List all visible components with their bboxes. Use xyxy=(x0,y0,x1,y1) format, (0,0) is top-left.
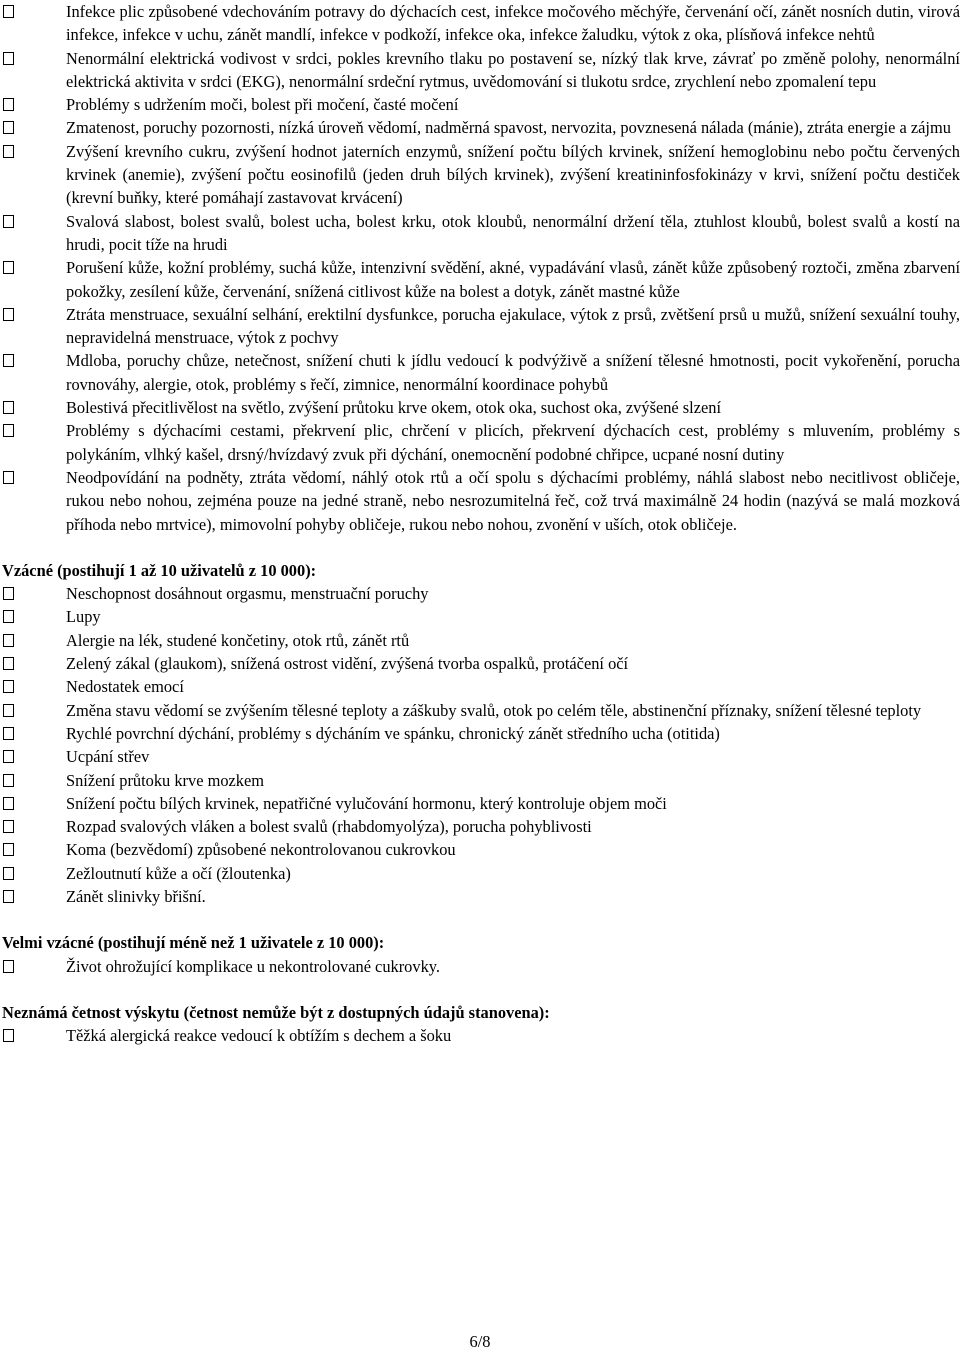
list-item xyxy=(0,582,960,605)
list-item-text: Ztráta menstruace, sexuální selhání, erektilní dysfunkce, porucha ejakulace, výtok z prsů, zvětšení prsů u mužů, snížení sexuální touhy, nepravidelná menstruace, výtok z pochvy xyxy=(66,304,960,348)
list-item-text: Mdloba, poruchy chůze, netečnost, snížení chuti k jídlu vedoucí k podvýživě a snížení tělesné hmotnosti, pocit vykořenění, porucha rovnováhy, alergie, otok, problémy s řečí, zimnice, nenormální koordinace pohybů xyxy=(66,351,960,394)
list-item xyxy=(0,745,960,768)
section xyxy=(0,1001,960,1048)
list-item-text: Bolestivá přecitlivělost na světlo, zvýšení průtoku krve okem, otok oka, suchost oka, zvýšené slzení xyxy=(66,398,722,418)
list-item xyxy=(0,838,960,861)
bullet-box-icon xyxy=(3,890,14,903)
list-item-text: Změna stavu vědomí se zvýšením tělesné teploty a záškuby svalů, otok po celém těle, abstinenční příznaky, snížení tělesné teploty xyxy=(66,700,922,720)
list-item xyxy=(0,116,960,139)
list-item xyxy=(0,629,960,652)
list-item xyxy=(0,792,960,815)
page-number: 6/8 xyxy=(469,1332,491,1351)
bullet-box-icon xyxy=(3,354,14,367)
section-heading: Vzácné (postihují 1 až 10 uživatelů z 10 000): xyxy=(2,560,317,580)
list-item-text: Porušení kůže, kožní problémy, suchá kůže, intenzivní svědění, akné, vypadávání vlasů, zánět kůže způsobený roztoči, změna zbarvení pokožky, zesílení kůže, červenání, snížená citlivost kůže na bolest a dotyk, zánět mastné kůže xyxy=(66,258,960,301)
list-item-text: Svalová slabost, bolest svalů, bolest ucha, bolest krku, otok kloubů, nenormální držení těla, ztuhlost kloubů, bolest svalů a kostí na hrudi, pocit tíže na hrudi xyxy=(66,211,960,254)
list-item xyxy=(0,93,960,116)
bullet-box-icon xyxy=(3,657,14,670)
list-item-text: Zmatenost, poruchy pozornosti, nízká úroveň vědomí, nadměrná spavost, nervozita, povznesená nálada (mánie), ztráta energie a zájmu xyxy=(66,118,951,138)
bullet-box-icon xyxy=(3,727,14,740)
bullet-box-icon xyxy=(3,308,14,321)
bullet-box-icon xyxy=(3,704,14,717)
bullet-box-icon xyxy=(3,401,14,414)
bullet-box-icon xyxy=(3,587,14,600)
list-item xyxy=(0,349,960,396)
list-item-text: Rozpad svalových vláken a bolest svalů (rhabdomyolýza), porucha pohyblivosti xyxy=(66,817,592,837)
list-item xyxy=(0,303,960,350)
bullet-box-icon xyxy=(3,634,14,647)
list-item-text: Zežloutnutí kůže a očí (žloutenka) xyxy=(66,863,291,883)
bullet-box-icon xyxy=(3,797,14,810)
side-effect-list xyxy=(0,0,960,536)
list-item xyxy=(0,885,960,908)
list-item-text: Těžká alergická reakce vedoucí k obtížím s dechem a šoku xyxy=(66,1026,452,1046)
bullet-box-icon xyxy=(3,774,14,787)
bullet-box-icon xyxy=(3,261,14,274)
list-item xyxy=(0,47,960,94)
list-item xyxy=(0,862,960,885)
list-item-text: Ucpání střev xyxy=(66,747,150,767)
bullet-box-icon xyxy=(3,52,14,65)
list-item xyxy=(0,140,960,210)
list-item-text: Snížení průtoku krve mozkem xyxy=(66,770,265,790)
list-item xyxy=(0,955,960,978)
list-item xyxy=(0,769,960,792)
list-item-text: Zelený zákal (glaukom), snížená ostrost vidění, zvýšená tvorba ospalků, protáčení očí xyxy=(66,654,629,674)
bullet-box-icon xyxy=(3,750,14,763)
list-item-text: Infekce plic způsobené vdechováním potravy do dýchacích cest, infekce močového měchýře, červenání očí, zánět nosních dutin, virová infekce, infekce v uchu, zánět mandlí, infekce v podkoží, infekce oka, infekce žaludku, výtok z oka, plísňová infekce nehtů xyxy=(66,2,960,45)
list-item-text: Život ohrožující komplikace u nekontrolované cukrovky. xyxy=(66,956,440,976)
bullet-box-icon xyxy=(3,424,14,437)
list-item-text: Nedostatek emocí xyxy=(66,677,184,697)
bullet-box-icon xyxy=(3,960,14,973)
list-item xyxy=(0,675,960,698)
list-item xyxy=(0,605,960,628)
list-item-text: Zvýšení krevního cukru, zvýšení hodnot jaterních enzymů, snížení počtu bílých krvinek, snížení hemoglobinu nebo počtu červených krvinek (anemie), zvýšení počtu eosinofilů (jeden druh bílých krvinek), zvýšení kreatininfosfokinázy v krvi, snížení počtu destiček (krevní buňky, které pomáhají zastavovat krvácení) xyxy=(66,141,960,208)
side-effect-list xyxy=(0,582,960,908)
list-item xyxy=(0,210,960,257)
side-effect-list xyxy=(0,1024,960,1047)
list-item xyxy=(0,256,960,303)
bullet-box-icon xyxy=(3,1029,14,1042)
list-item xyxy=(0,0,960,47)
list-item-text: Neodpovídání na podněty, ztráta vědomí, náhlý otok rtů a očí spolu s dýchacími problémy, náhlá slabost nebo necitlivost obličeje, rukou nebo nohou, zejména pouze na jedné straně, nebo nesrozumitelná řeč, což trvá maximálně 24 hodin (nazývá se malá mozková příhoda nebo mrtvice), mimovolní pohyby obličeje, rukou nebo nohou, zvonění v uších, otok obličeje. xyxy=(66,467,960,534)
bullet-box-icon xyxy=(3,843,14,856)
list-item xyxy=(0,722,960,745)
list-item-text: Neschopnost dosáhnout orgasmu, menstruační poruchy xyxy=(66,584,429,604)
section-heading: Velmi vzácné (postihují méně než 1 uživatele z 10 000): xyxy=(2,933,385,953)
list-item xyxy=(0,652,960,675)
list-item-text: Problémy s udržením moči, bolest při močení, časté močení xyxy=(66,95,459,115)
list-item-text: Nenormální elektrická vodivost v srdci, pokles krevního tlaku po postavení se, nízký tlak krve, závrať po změně polohy, nenormální elektrická aktivita v srdci (EKG), nenormální srdeční rytmus, uvědomování si tlukotu srdce, zrychlení nebo zpomalení tepu xyxy=(66,48,960,91)
list-item xyxy=(0,699,960,722)
list-item-text: Lupy xyxy=(66,607,101,627)
section xyxy=(0,931,960,978)
bullet-box-icon xyxy=(3,215,14,228)
list-item xyxy=(0,815,960,838)
section-heading: Neznámá četnost výskytu (četnost nemůže být z dostupných údajů stanovena): xyxy=(2,1002,550,1022)
section xyxy=(0,559,960,908)
list-item-text: Rychlé povrchní dýchání, problémy s dýcháním ve spánku, chronický zánět středního ucha (otitida) xyxy=(66,723,720,743)
bullet-box-icon xyxy=(3,610,14,623)
bullet-box-icon xyxy=(3,5,14,18)
list-item xyxy=(0,419,960,466)
list-item-text: Problémy s dýchacími cestami, překrvení plic, chrčení v plicích, překrvení dýchacích cest, problémy s mluvením, problémy s polykáním, vlhký kašel, drsný/hvízdavý zvuk při dýchání, onemocnění podobné chřipce, ucpané nosní dutiny xyxy=(66,421,960,464)
list-item xyxy=(0,396,960,419)
bullet-box-icon xyxy=(3,680,14,693)
list-item-text: Zánět slinivky břišní. xyxy=(66,886,206,906)
bullet-box-icon xyxy=(3,867,14,880)
section xyxy=(0,0,960,536)
list-item-text: Alergie na lék, studené končetiny, otok rtů, zánět rtů xyxy=(66,630,410,650)
bullet-box-icon xyxy=(3,471,14,484)
list-item-text: Koma (bezvědomí) způsobené nekontrolovanou cukrovkou xyxy=(66,840,456,860)
list-item xyxy=(0,1024,960,1047)
list-item-text: Snížení počtu bílých krvinek, nepatřičné vylučování hormonu, který kontroluje objem moči xyxy=(66,793,667,813)
bullet-box-icon xyxy=(3,98,14,111)
list-item xyxy=(0,466,960,536)
bullet-box-icon xyxy=(3,121,14,134)
bullet-box-icon xyxy=(3,145,14,158)
side-effect-list xyxy=(0,955,960,978)
bullet-box-icon xyxy=(3,820,14,833)
